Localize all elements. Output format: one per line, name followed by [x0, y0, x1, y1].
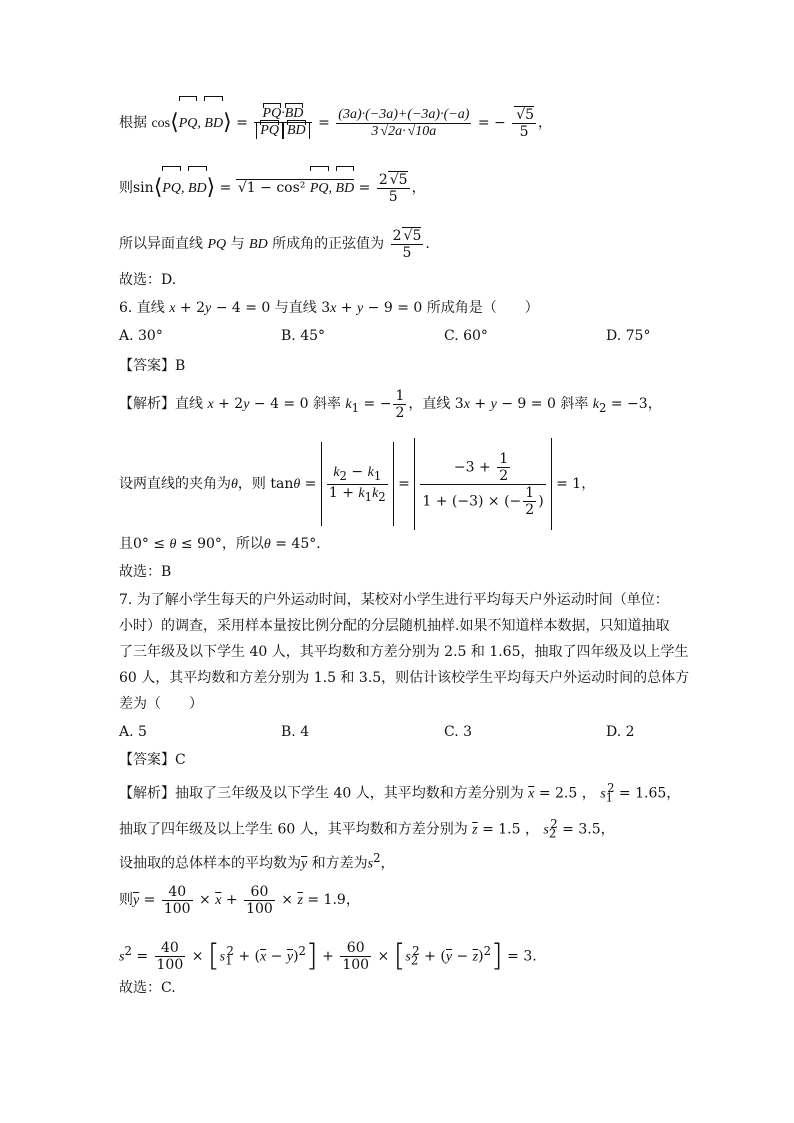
q7-option-c: C. 3	[444, 724, 473, 740]
q6-option-c: C. 60°	[444, 328, 488, 344]
q6-option-b: B. 45°	[281, 328, 326, 344]
q5-cos-line: 根据 cos⟨PQ, BD⟩ = $\frac{PQ\cdot BD}{\text{PQ BD}}$ = $\frac{(3a)\cdot(-3a)+(-3a)\cdot(-a)}{3 √2a\cdot √10a}$ = − $\frac{√5}{5}$ ，	[119, 98, 552, 149]
q7-stem-3: 了三年级及以下学生 40 人，其平均数和方差分别为 2.5 和 1.65，抽取了四年级及以上学生	[119, 644, 689, 660]
q7-option-b: B. 4	[281, 724, 310, 740]
q7-option-a: A. 5	[119, 724, 147, 740]
q7-mean-formula: 则$\overline{y}$ = $\frac{40}{100}$ × $\overline{x}$ + $\frac{60}{100}$ × $\overline{z} = 1.9$，	[119, 883, 360, 917]
q6-stem: 6. 直线 x + 2y − 4 = 0 与直线 3x + y − 9 = 0 所成角是（ ）	[119, 300, 539, 316]
q7-analysis-3: 设抽取的总体样本的平均数为$\overline{y}$ 和方差为$s^2$，	[119, 851, 395, 872]
q7-stem-2: 小时）的调查，采用样本量按比例分配的分层随机抽样.如果不知道样本数据，只知道抽取	[119, 618, 670, 634]
q6-option-d: D. 75°	[606, 328, 651, 344]
q5-choice: 故选：D.	[119, 272, 177, 288]
q7-stem-1: 7. 为了解小学生每天的户外运动时间，某校对小学生进行平均每天户外运动时间（单位：	[119, 592, 669, 608]
q6-choice: 故选：B	[119, 564, 172, 580]
q6-analysis-3: 且0° ≤ θ ≤ 90°，所以θ = 45°.	[119, 536, 321, 552]
q6-answer: 【答案】B	[119, 358, 186, 374]
q7-variance-formula: $s^2$ = $\frac{40}{100}$ × $[s_1^2 + (\overline{x} - \overline{y})^2]$ + $\frac{60}{100}$ × $[s_2^2 + (\overline{y} - \overline{z})^2] = 3$.	[119, 938, 537, 974]
q7-analysis-2: 抽取了四年级及以上学生 60 人，其平均数和方差分别为 $\overline{z} = 1.5$ ， $s_2^2 = 3.5$，	[119, 817, 615, 841]
q7-option-d: D. 2	[606, 724, 635, 740]
q5-sin-line: 则sin⟨PQ, BD⟩ = √1 − cos² PQ, BD = $\frac{2 √5}{5}$ ，	[119, 168, 426, 209]
q6-analysis-2: 设两直线的夹角为θ，则 tanθ = $\frac{k_2 - k_1}{1 + k_1k_2}$ = −3 + $\frac{1}{2}$ 1 + (−3) × (− $\frac{1}{2}$ ) = 1，	[119, 438, 595, 530]
q5-conclusion: 所以异面直线 PQ 与 BD 所成角的正弦值为 $\frac{2 √5}{5}$ .	[119, 227, 430, 261]
q7-analysis-1: 【解析】抽取了三年级及以下学生 40 人，其平均数和方差分别为 $\overline{x} = 2.5$ ， $s_1^2 = 1.65$，	[119, 781, 681, 805]
q7-answer: 【答案】C	[119, 752, 186, 768]
q7-stem-5: 差为（ ）	[119, 696, 203, 712]
q7-stem-4: 60 人，其平均数和方差分别为 1.5 和 3.5，则估计该校学生平均每天户外运动时间的总体方	[119, 670, 690, 686]
q7-choice: 故选：C.	[119, 980, 176, 996]
q6-analysis-1: 【解析】直线 x + 2y − 4 = 0 斜率 $k_1$ = − $\frac{1}{2}$ ，直线 3x + y − 9 = 0 斜率 $k_2 = -3$，	[119, 387, 662, 421]
q6-option-a: A. 30°	[119, 328, 163, 344]
